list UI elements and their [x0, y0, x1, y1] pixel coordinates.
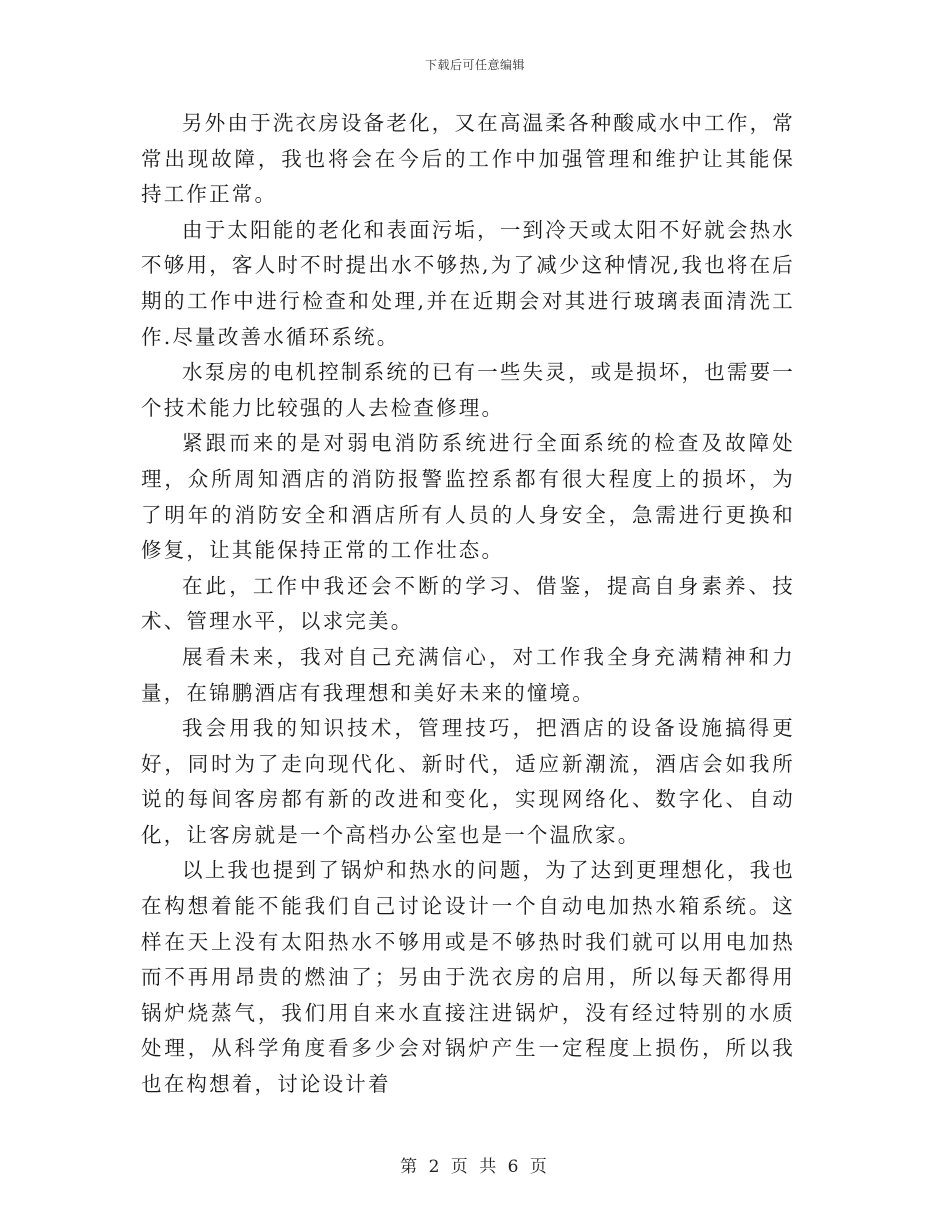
- header-note: 下载后可任意编辑: [424, 58, 525, 72]
- paragraph-3: 水泵房的电机控制系统的已有一些失灵，或是损坏，也需要一个技术能力比较强的人去检查修理。: [141, 360, 795, 420]
- paragraph-5: 在此，工作中我还会不断的学习、借鉴，提高自身素养、技术、管理水平，以求完美。: [141, 573, 795, 634]
- paragraph-6: 展看未来，我对自己充满信心，对工作我全身充满精神和力量，在锦鹏酒店有我理想和美好未来的憧境。: [141, 644, 795, 705]
- paragraph-2: 由于太阳能的老化和表面污垢，一到冷天或太阳不好就会热水不够用，客人时不时提出水不够热,为了减少这种情况,我也将在后期的工作中进行检查和处理,并在近期会对其进行玻璃表面清洗工作.尽量改善水循环系统。: [141, 217, 795, 349]
- paragraph-4: 紧跟而来的是对弱电消防系统进行全面系统的检查及故障处理，众所周知酒店的消防报警监控系都有很大程度上的损坏，为了明年的消防安全和酒店所有人员的人身安全，急需进行更换和修复，让其能保持正常的工作壮态。: [141, 431, 795, 563]
- body-text: [141, 106, 795, 1103]
- page-number: 第 2 页 共 6 页: [400, 1157, 550, 1177]
- paragraph-8: 以上我也提到了锅炉和热水的问题，为了达到更理想化，我也在构想着能不能我们自己讨论设计一个自动电加热水箱系统。这样在天上没有太阳热水不够用或是不够热时我们就可以用电加热而不再用昂贵的燃油了；另由于洗衣房的启用，所以每天都得用锅炉烧蒸气，我们用自来水直接注进锅炉，没有经过特别的水质处理，从科学角度看多少会对锅炉产生一定程度上损伤，所以我也在构想着，讨论设计着: [141, 858, 795, 1097]
- paragraph-7: 我会用我的知识技术，管理技巧，把酒店的设备设施搞得更好，同时为了走向现代化、新时代，适应新潮流，酒店会如我所说的每间客房都有新的改进和变化，实现网络化、数字化、自动化，让客房就是一个高档办公室也是一个温欣家。: [141, 716, 795, 847]
- paragraph-1: 另外由于洗衣房设备老化，又在高温柔各种酸咸水中工作，常常出现故障，我也将会在今后的工作中加强管理和维护让其能保持工作正常。: [141, 111, 795, 207]
